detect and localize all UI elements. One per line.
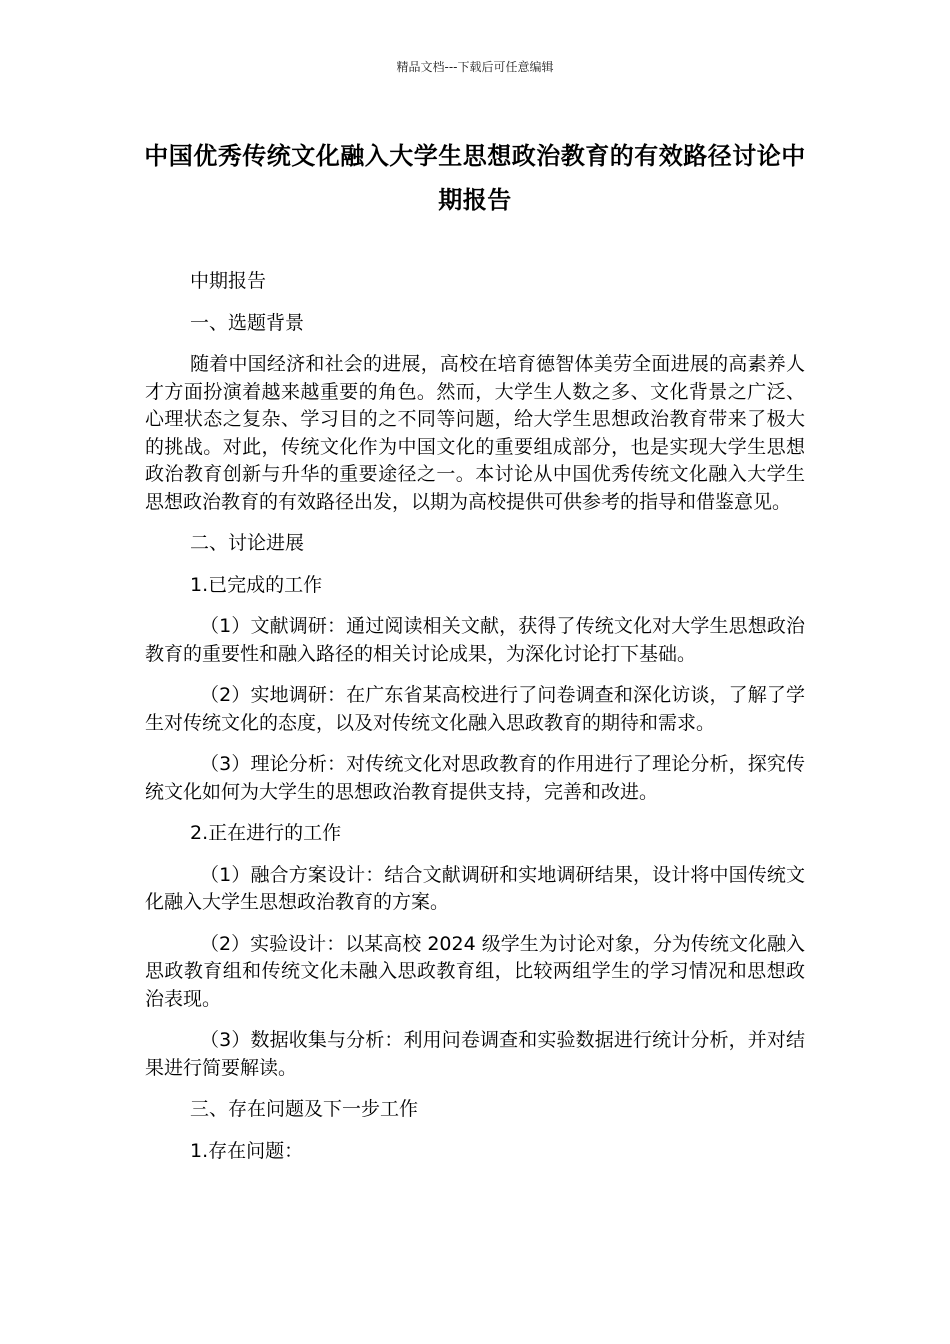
header-note: 精品文档---下载后可任意编辑 [396,60,554,74]
paragraph-data-analysis: （3）数据收集与分析：利用问卷调查和实验数据进行统计分析，并对结果进行简要解读。 [145,1029,805,1079]
paragraph-report-label: 中期报告 [190,270,267,292]
heading-background: 一、选题背景 [190,311,305,334]
subheading-ongoing-work: 2.正在进行的工作 [190,822,342,844]
subheading-existing-issues: 1.存在问题： [190,1139,304,1162]
document-title: 中国优秀传统文化融入大学生思想政治教育的有效路径讨论中期报告 [144,142,806,214]
document-body [145,268,805,1179]
paragraph-field-research: （2）实地调研：在广东省某高校进行了问卷调查和深化访谈，了解了学生对传统文化的态度，以及对传统文化融入思政教育的期待和需求。 [145,684,805,734]
subheading-completed-work: 1.已完成的工作 [190,573,323,596]
paragraph-experiment-design: （2）实验设计：以某高校 2024 级学生为讨论对象，分为传统文化融入思政教育组和传统文化未融入思政教育组，比较两组学生的学习情况和思想政治表现。 [145,932,805,1010]
paragraph-theoretical-analysis: （3）理论分析：对传统文化对思政教育的作用进行了理论分析，探究传统文化如何为大学生的思想政治教育提供支持，完善和改进。 [145,753,805,803]
paragraph-integration-plan: （1）融合方案设计：结合文献调研和实地调研结果，设计将中国传统文化融入大学生思想政治教育的方案。 [145,863,805,913]
heading-issues-next-steps: 三、存在问题及下一步工作 [190,1098,419,1120]
paragraph-background: 随着中国经济和社会的进展，高校在培育德智体美劳全面进展的高素养人才方面扮演着越来越重要的角色。然而，大学生人数之多、文化背景之广泛、心理状态之复杂、学习目的之不同等问题，给大学生思想政治教育带来了极大的挑战。对此，传统文化作为中国文化的重要组成部分，也是实现大学生思想政治教育创新与升华的重要途径之一。本讨论从中国优秀传统文化融入大学生思想政治教育的有效路径出发，以期为高校提供可供参考的指导和借鉴意见。 [145,353,805,513]
heading-progress: 二、讨论进展 [190,532,305,554]
paragraph-literature-review: （1）文献调研：通过阅读相关文献，获得了传统文化对大学生思想政治教育的重要性和融入路径的相关讨论成果，为深化讨论打下基础。 [145,615,805,665]
